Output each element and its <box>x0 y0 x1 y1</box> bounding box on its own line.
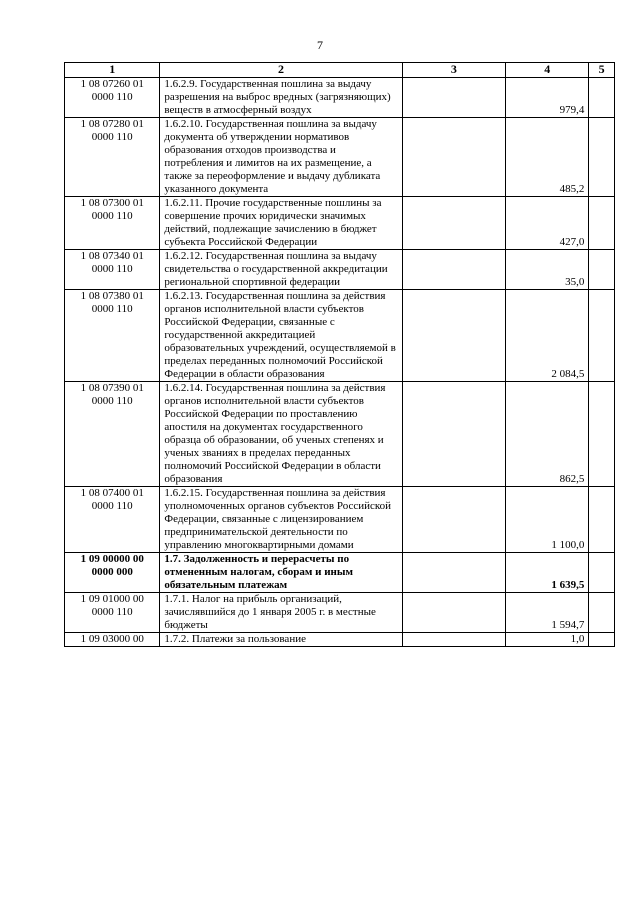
amount-cell: 427,0 <box>506 197 589 250</box>
amount-cell: 485,2 <box>506 118 589 197</box>
table-row <box>65 250 615 290</box>
budget-code-cell: 1 08 07390 01 0000 110 <box>65 382 160 487</box>
empty-cell <box>402 382 506 487</box>
amount-cell: 979,4 <box>506 78 589 118</box>
empty-cell <box>589 78 615 118</box>
column-header: 5 <box>589 63 615 78</box>
budget-code-cell: 1 08 07300 01 0000 110 <box>65 197 160 250</box>
column-header: 1 <box>65 63 160 78</box>
empty-cell <box>402 633 506 647</box>
empty-cell <box>589 553 615 593</box>
empty-cell <box>402 593 506 633</box>
amount-cell: 1,0 <box>506 633 589 647</box>
table-row <box>65 118 615 197</box>
empty-cell <box>402 118 506 197</box>
empty-cell <box>589 487 615 553</box>
description-cell: 1.6.2.11. Прочие государственные пошлины за совершение прочих юридически значимых действий, подлежащие зачислению в бюджет субъекта Российской Федерации <box>160 197 402 250</box>
page-number: 7 <box>317 38 323 52</box>
empty-cell <box>402 197 506 250</box>
budget-code-cell: 1 09 00000 00 0000 000 <box>65 553 160 593</box>
description-cell: 1.6.2.12. Государственная пошлина за выдачу свидетельства о государственной аккредитации региональной спортивной федерации <box>160 250 402 290</box>
table-row <box>65 290 615 382</box>
table-row <box>65 487 615 553</box>
empty-cell <box>402 487 506 553</box>
budget-code-cell: 1 08 07260 01 0000 110 <box>65 78 160 118</box>
table-row <box>65 593 615 633</box>
empty-cell <box>589 118 615 197</box>
table-row <box>65 633 615 647</box>
table-row <box>65 78 615 118</box>
column-header: 4 <box>506 63 589 78</box>
description-cell: 1.7.1. Налог на прибыль организаций, зачислявшийся до 1 января 2005 г. в местные бюджеты <box>160 593 402 633</box>
budget-code-cell: 1 09 01000 00 0000 110 <box>65 593 160 633</box>
amount-cell: 2 084,5 <box>506 290 589 382</box>
empty-cell <box>589 593 615 633</box>
table-row <box>65 197 615 250</box>
budget-code-cell: 1 08 07280 01 0000 110 <box>65 118 160 197</box>
description-cell: 1.6.2.9. Государственная пошлина за выдачу разрешения на выброс вредных (загрязняющих) веществ в атмосферный воздух <box>160 78 402 118</box>
empty-cell <box>402 553 506 593</box>
description-cell: 1.6.2.15. Государственная пошлина за действия уполномоченных органов субъектов Российской Федерации, связанные с лицензированием предпринимательской деятельности по управлению многоквартирными домами <box>160 487 402 553</box>
empty-cell <box>589 250 615 290</box>
description-cell: 1.6.2.14. Государственная пошлина за действия органов исполнительной власти субъектов Российской Федерации по проставлению апостиля на документах государственного образца об образовании, об ученых степенях и ученых званиях в пределах переданных полномочий Российской Федерации в области образования <box>160 382 402 487</box>
amount-cell: 35,0 <box>506 250 589 290</box>
description-cell: 1.7. Задолженность и перерасчеты по отмененным налогам, сборам и иным обязательным платежам <box>160 553 402 593</box>
empty-cell <box>402 250 506 290</box>
budget-table <box>64 62 615 647</box>
budget-code-cell: 1 08 07340 01 0000 110 <box>65 250 160 290</box>
empty-cell <box>402 78 506 118</box>
empty-cell <box>589 290 615 382</box>
description-cell: 1.6.2.10. Государственная пошлина за выдачу документа об утверждении нормативов образования отходов производства и потребления и лимитов на их размещение, а также за переоформление и выдачу дубликата указанного документа <box>160 118 402 197</box>
empty-cell <box>589 197 615 250</box>
budget-code-cell: 1 09 03000 00 <box>65 633 160 647</box>
empty-cell <box>589 382 615 487</box>
table-row-section-total <box>65 553 615 593</box>
description-cell: 1.6.2.13. Государственная пошлина за действия органов исполнительной власти субъектов Российской Федерации, связанные с государственной аккредитацией образовательных учреждений, осуществляемой в пределах переданных полномочий Российской Федерации в области образования <box>160 290 402 382</box>
budget-code-cell: 1 08 07400 01 0000 110 <box>65 487 160 553</box>
empty-cell <box>589 633 615 647</box>
amount-cell: 1 100,0 <box>506 487 589 553</box>
table-row <box>65 382 615 487</box>
empty-cell <box>402 290 506 382</box>
amount-cell: 1 639,5 <box>506 553 589 593</box>
amount-cell: 862,5 <box>506 382 589 487</box>
column-header: 2 <box>160 63 402 78</box>
amount-cell: 1 594,7 <box>506 593 589 633</box>
column-header: 3 <box>402 63 506 78</box>
header-row <box>65 63 615 78</box>
budget-code-cell: 1 08 07380 01 0000 110 <box>65 290 160 382</box>
description-cell: 1.7.2. Платежи за пользование <box>160 633 402 647</box>
